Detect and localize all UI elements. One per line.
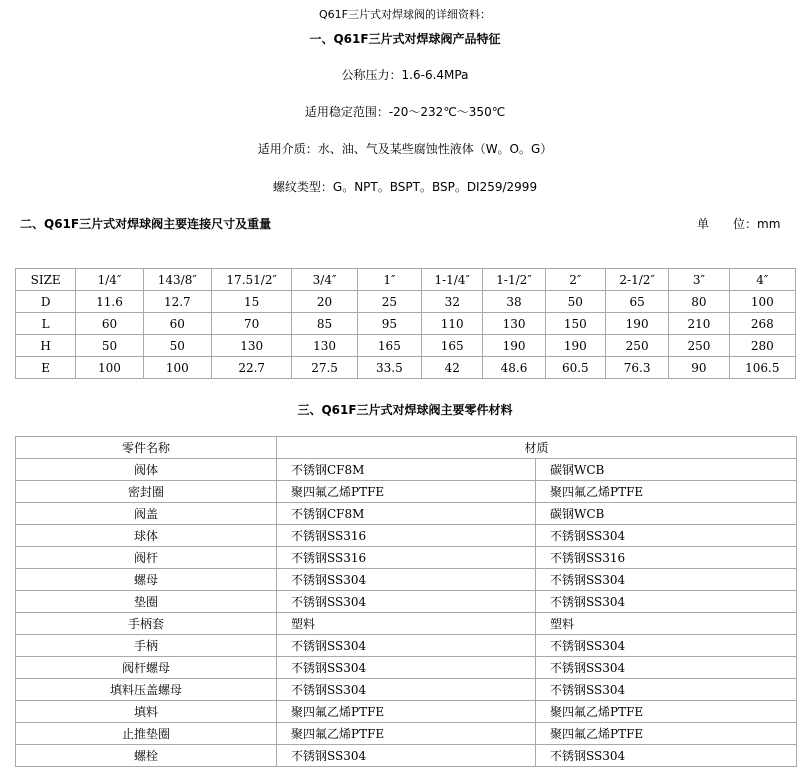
dimensions-cell: 12.7 (143, 291, 211, 313)
dimensions-cell: 250 (669, 335, 729, 357)
dimensions-header-cell: 2-1/2″ (605, 269, 668, 291)
material-alt-cell: 不锈钢SS304 (536, 525, 797, 547)
dimensions-cell: 90 (669, 357, 729, 379)
dimensions-cell: E (16, 357, 76, 379)
dimensions-cell: H (16, 335, 76, 357)
material-stainless-cell: 聚四氟乙烯PTFE (277, 701, 536, 723)
spec-temperature: 适用稳定范围：-20～232℃～350℃ (304, 105, 506, 119)
dimensions-cell: 50 (76, 335, 143, 357)
dimensions-cell: 15 (211, 291, 291, 313)
dimensions-cell: D (16, 291, 76, 313)
materials-row (16, 679, 797, 701)
materials-row (16, 745, 797, 767)
part-name-cell: 阀杆 (16, 547, 277, 569)
part-name-cell: 阀体 (16, 459, 277, 481)
dimensions-cell: 70 (211, 313, 291, 335)
dimensions-cell: 27.5 (292, 357, 357, 379)
dimensions-cell: 65 (605, 291, 668, 313)
dimensions-header-row (16, 269, 796, 291)
part-name-cell: 球体 (16, 525, 277, 547)
dimensions-cell: 20 (292, 291, 357, 313)
dimensions-header-cell: 1/4″ (76, 269, 143, 291)
dimensions-cell: 165 (357, 335, 421, 357)
material-stainless-cell: 不锈钢SS304 (277, 657, 536, 679)
dimensions-cell: 106.5 (729, 357, 795, 379)
material-alt-cell: 不锈钢SS304 (536, 657, 797, 679)
material-stainless-cell: 塑料 (277, 613, 536, 635)
material-alt-cell: 不锈钢SS304 (536, 591, 797, 613)
material-stainless-cell: 不锈钢SS304 (277, 591, 536, 613)
intro-text: Q61F三片式对焊球阀的详细资料： (319, 8, 491, 21)
dimensions-cell: 95 (357, 313, 421, 335)
dimensions-cell: 110 (422, 313, 483, 335)
dimensions-header-cell: 4″ (729, 269, 795, 291)
dimensions-cell: 130 (292, 335, 357, 357)
dimensions-cell: 250 (605, 335, 668, 357)
materials-table (15, 436, 797, 767)
dimensions-header-cell: 17.51/2″ (211, 269, 291, 291)
material-alt-cell: 聚四氟乙烯PTFE (536, 481, 797, 503)
material-stainless-cell: 不锈钢SS316 (277, 525, 536, 547)
dimensions-header-cell: 3/4″ (292, 269, 357, 291)
section1-title: 一、Q61F三片式对焊球阀产品特征 (309, 32, 501, 46)
material-alt-cell: 不锈钢SS304 (536, 745, 797, 767)
dimensions-cell: 130 (483, 313, 545, 335)
materials-row (16, 525, 797, 547)
materials-row (16, 459, 797, 481)
section2-title: 二、Q61F三片式对焊球阀主要连接尺寸及重量 (20, 217, 272, 231)
dimensions-cell: 268 (729, 313, 795, 335)
dimensions-header-cell: 1″ (357, 269, 421, 291)
material-alt-cell: 不锈钢SS304 (536, 569, 797, 591)
dimensions-row (16, 313, 796, 335)
materials-row (16, 503, 797, 525)
spec-pressure: 公称压力：1.6-6.4MPa (341, 68, 469, 82)
materials-row (16, 723, 797, 745)
dimensions-cell: 100 (76, 357, 143, 379)
material-alt-cell: 聚四氟乙烯PTFE (536, 723, 797, 745)
materials-row (16, 547, 797, 569)
dimensions-header-cell: 3″ (669, 269, 729, 291)
dimensions-cell: 42 (422, 357, 483, 379)
dimensions-row (16, 335, 796, 357)
materials-header-name: 零件名称 (16, 437, 277, 459)
dimensions-cell: 33.5 (357, 357, 421, 379)
dimensions-header-cell: SIZE (16, 269, 76, 291)
dimensions-cell: 100 (729, 291, 795, 313)
part-name-cell: 手柄套 (16, 613, 277, 635)
dimensions-cell: 190 (545, 335, 605, 357)
dimensions-cell: 190 (483, 335, 545, 357)
material-stainless-cell: 不锈钢CF8M (277, 503, 536, 525)
part-name-cell: 螺栓 (16, 745, 277, 767)
part-name-cell: 密封圈 (16, 481, 277, 503)
dimensions-header-cell: 2″ (545, 269, 605, 291)
material-stainless-cell: 聚四氟乙烯PTFE (277, 481, 536, 503)
material-alt-cell: 不锈钢SS304 (536, 635, 797, 657)
materials-row (16, 613, 797, 635)
dimensions-cell: 80 (669, 291, 729, 313)
dimensions-header-cell: 143/8″ (143, 269, 211, 291)
material-stainless-cell: 不锈钢SS304 (277, 679, 536, 701)
materials-row (16, 657, 797, 679)
dimensions-cell: 32 (422, 291, 483, 313)
part-name-cell: 填料压盖螺母 (16, 679, 277, 701)
section3-title: 三、Q61F三片式对焊球阀主要零件材料 (297, 403, 513, 417)
dimensions-cell: L (16, 313, 76, 335)
materials-row (16, 569, 797, 591)
unit-label: 单 位：mm (697, 217, 781, 231)
dimensions-header-cell: 1-1/4″ (422, 269, 483, 291)
part-name-cell: 阀盖 (16, 503, 277, 525)
material-alt-cell: 碳钢WCB (536, 459, 797, 481)
material-stainless-cell: 不锈钢SS304 (277, 569, 536, 591)
material-alt-cell: 不锈钢SS304 (536, 679, 797, 701)
part-name-cell: 止推垫圈 (16, 723, 277, 745)
materials-row (16, 635, 797, 657)
dimensions-cell: 50 (143, 335, 211, 357)
materials-row (16, 591, 797, 613)
materials-header-material: 材质 (277, 437, 797, 459)
materials-header-row (16, 437, 797, 459)
material-stainless-cell: 不锈钢SS316 (277, 547, 536, 569)
dimensions-cell: 50 (545, 291, 605, 313)
material-alt-cell: 碳钢WCB (536, 503, 797, 525)
dimensions-cell: 25 (357, 291, 421, 313)
dimensions-cell: 150 (545, 313, 605, 335)
part-name-cell: 手柄 (16, 635, 277, 657)
dimensions-row (16, 291, 796, 313)
materials-row (16, 701, 797, 723)
spec-thread: 螺纹类型：G。NPT。BSPT。BSP。DI259/2999 (272, 180, 538, 194)
dimensions-cell: 60.5 (545, 357, 605, 379)
spec-medium: 适用介质：水、油、气及某些腐蚀性液体（W。O。G） (257, 142, 553, 156)
part-name-cell: 填料 (16, 701, 277, 723)
dimensions-table (15, 268, 796, 379)
dimensions-cell: 165 (422, 335, 483, 357)
dimensions-cell: 100 (143, 357, 211, 379)
material-alt-cell: 聚四氟乙烯PTFE (536, 701, 797, 723)
dimensions-header-cell: 1-1/2″ (483, 269, 545, 291)
dimensions-cell: 130 (211, 335, 291, 357)
dimensions-cell: 76.3 (605, 357, 668, 379)
dimensions-cell: 38 (483, 291, 545, 313)
materials-row (16, 481, 797, 503)
material-stainless-cell: 聚四氟乙烯PTFE (277, 723, 536, 745)
dimensions-cell: 190 (605, 313, 668, 335)
dimensions-cell: 48.6 (483, 357, 545, 379)
material-stainless-cell: 不锈钢CF8M (277, 459, 536, 481)
dimensions-cell: 60 (143, 313, 211, 335)
dimensions-cell: 280 (729, 335, 795, 357)
dimensions-cell: 11.6 (76, 291, 143, 313)
part-name-cell: 螺母 (16, 569, 277, 591)
material-alt-cell: 塑料 (536, 613, 797, 635)
material-stainless-cell: 不锈钢SS304 (277, 745, 536, 767)
material-stainless-cell: 不锈钢SS304 (277, 635, 536, 657)
dimensions-cell: 60 (76, 313, 143, 335)
dimensions-cell: 85 (292, 313, 357, 335)
dimensions-row (16, 357, 796, 379)
material-alt-cell: 不锈钢SS316 (536, 547, 797, 569)
dimensions-cell: 22.7 (211, 357, 291, 379)
part-name-cell: 阀杆螺母 (16, 657, 277, 679)
dimensions-cell: 210 (669, 313, 729, 335)
part-name-cell: 垫圈 (16, 591, 277, 613)
